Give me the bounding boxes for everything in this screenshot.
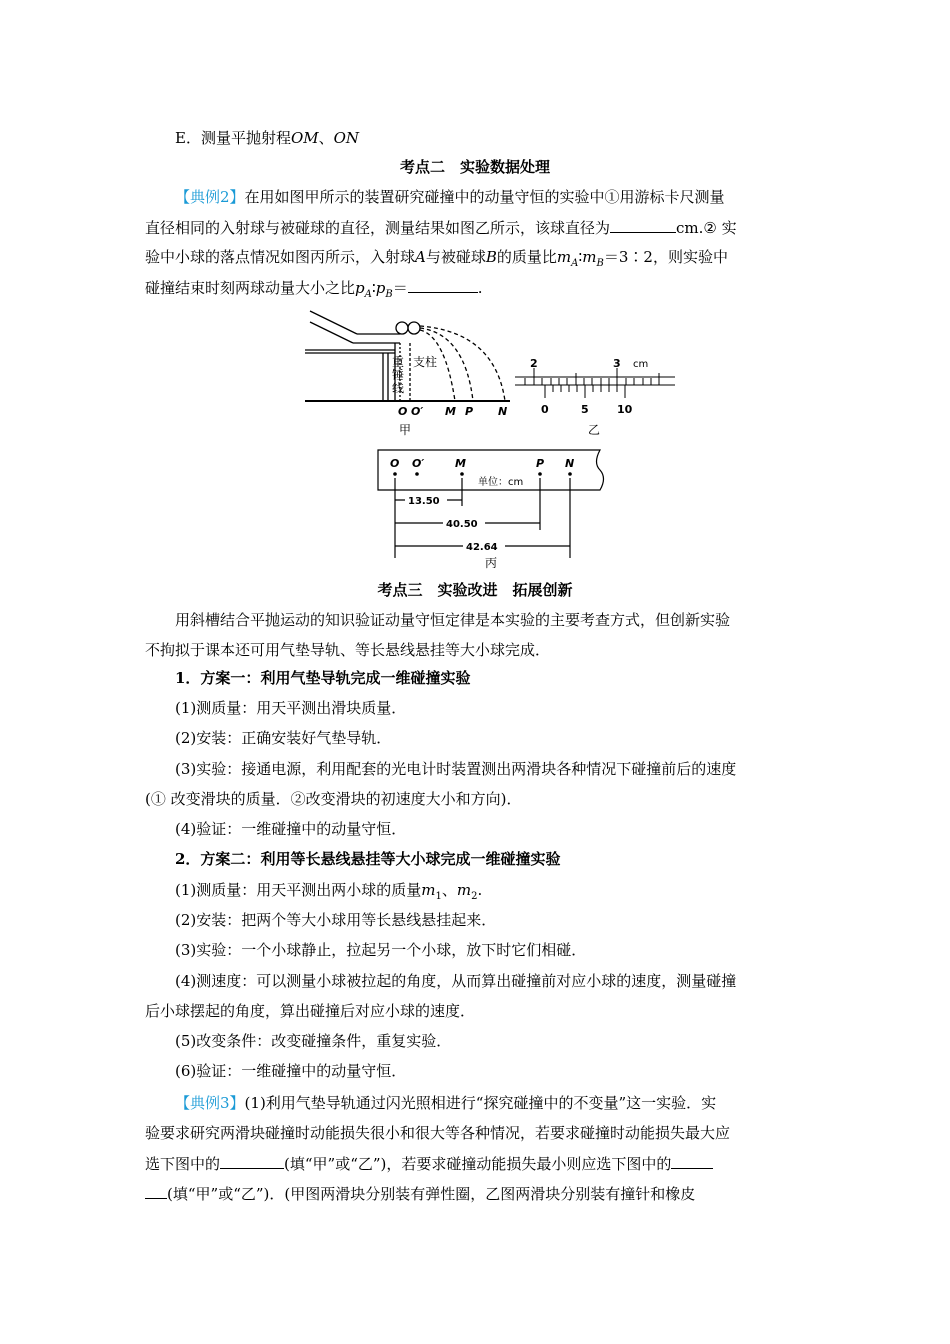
plan1-step2: (2)安装：正确安装好气垫导轨． — [175, 729, 392, 747]
colon: ∶ — [578, 248, 583, 266]
figure-bing — [375, 448, 615, 573]
jia-point-m: M — [445, 405, 456, 418]
jia-point-n: N — [498, 405, 508, 418]
jia-point-p: P — [465, 405, 474, 418]
bing-point-n: N — [565, 457, 575, 470]
example3-line3 — [145, 1153, 713, 1174]
plan2-step3: (3)实验：一个小球静止，拉起另一个小球，放下时它们相碰． — [175, 941, 587, 959]
equals: ＝ — [392, 279, 408, 297]
m1-sub: 1 — [435, 891, 442, 902]
bing-point-p: P — [536, 457, 545, 470]
plan1-title: 1．方案一：利用气垫导轨完成一维碰撞实验 — [175, 669, 471, 687]
example3-line4 — [145, 1183, 695, 1204]
mass-symbol-2: m — [582, 248, 597, 266]
sep: 、 — [318, 129, 334, 147]
section3-title: 考点三 实验改进 拓展创新 — [377, 581, 573, 599]
sub-a: A — [571, 258, 579, 269]
sub-b: B — [596, 258, 604, 269]
on-label: ON — [333, 129, 360, 147]
figure-yi — [510, 350, 680, 438]
option-e — [175, 128, 359, 148]
plan2-step1 — [175, 880, 482, 907]
example2-text3a: 验中小球的落点情况如图丙所示，入射球 — [145, 248, 416, 266]
ball-b-label: B — [485, 248, 497, 266]
zhizhu-label: 支柱 — [413, 355, 438, 369]
example2-line1 — [175, 187, 725, 207]
zhongchuixian-2: 锤 — [392, 368, 405, 382]
plan1-step3b: (① 改变滑块的质量．②改变滑块的初速度大小和方向)． — [145, 790, 522, 808]
example2-line2 — [145, 217, 737, 238]
jia-point-o: O — [398, 405, 408, 418]
bing-caption: 丙 — [485, 556, 498, 570]
example3-tag: 【典例3】 — [175, 1094, 245, 1112]
plan2-step5: (5)改变条件：改变碰撞条件，重复实验． — [175, 1032, 452, 1050]
distance-on: 42.64 — [466, 542, 498, 553]
example3-text1: (1)利用气垫导轨通过闪光照相进行“探究碰撞中的不变量”这一实验．实 — [244, 1094, 717, 1112]
main-scale-2: 2 — [530, 357, 538, 370]
jia-point-o-prime: O′ — [411, 405, 424, 418]
distance-op: 40.50 — [446, 519, 478, 530]
sub-b-2: B — [385, 289, 393, 300]
plan1-step4: (4)验证：一维碰撞中的动量守恒． — [175, 820, 407, 838]
momentum-symbol-2: p — [375, 279, 386, 297]
example3-text3a: 选下图中的 — [145, 1155, 221, 1173]
bing-point-m: M — [455, 457, 466, 470]
plan1-step1: (1)测质量：用天平测出滑块质量． — [175, 699, 407, 717]
jia-caption: 甲 — [399, 423, 412, 437]
main-scale-3: 3 — [613, 357, 621, 370]
unit-label: 单位：cm — [478, 477, 524, 488]
plan2-step1-dot: . — [477, 881, 483, 899]
m1-symbol: m — [421, 881, 436, 899]
plan2-step4a: (4)测速度：可以测量小球被拉起的角度，从而算出碰撞前对应小球的速度，测量碰撞 — [175, 972, 737, 990]
example2-text4a: 碰撞结束时刻两球动量大小之比 — [145, 279, 356, 297]
vernier-10: 10 — [617, 403, 633, 416]
om-label: OM — [290, 129, 319, 147]
sub-a-2: A — [364, 289, 372, 300]
m2-sub: 2 — [471, 891, 478, 902]
vernier-0: 0 — [541, 403, 549, 416]
plan2-step1-text: (1)测质量：用天平测出两小球的质量 — [175, 881, 422, 899]
example2-text3d: ＝3∶2，则实验中 — [603, 248, 728, 266]
zhongchuixian-3: 线 — [392, 381, 405, 395]
answer-blank-min-loss-cont[interactable] — [145, 1183, 167, 1199]
example2-tag: 【典例2】 — [175, 188, 245, 206]
intro-line2: 不拘拟于课本还可用气垫导轨、等长悬线悬挂等大小球完成． — [145, 641, 551, 659]
bing-point-o: O — [390, 457, 400, 470]
plan2-step6: (6)验证：一维碰撞中的动量守恒． — [175, 1062, 407, 1080]
period: . — [477, 279, 483, 297]
main-scale-unit: cm — [633, 359, 649, 370]
ball-a-label: A — [415, 248, 426, 266]
plan2-step4b: 后小球摆起的角度，算出碰撞后对应小球的速度． — [145, 1002, 476, 1020]
figure-jia — [305, 308, 525, 438]
bing-point-o-prime: O′ — [412, 457, 425, 470]
vernier-5: 5 — [581, 403, 589, 416]
example2-line4 — [145, 277, 483, 305]
m-sep: 、 — [441, 881, 457, 899]
momentum-symbol: p — [355, 279, 365, 297]
plan2-step2: (2)安装：把两个等大小球用等长悬线悬挂起来． — [175, 911, 497, 929]
answer-blank-max-loss[interactable] — [220, 1153, 284, 1169]
section2-title: 考点二 实验数据处理 — [399, 158, 550, 176]
answer-blank-min-loss[interactable] — [671, 1153, 713, 1169]
example3-line2: 验要求研究两滑块碰撞时动能损失很小和很大等各种情况，若要求碰撞时动能损失最大应 — [145, 1124, 731, 1142]
option-e-text: E．测量平抛射程 — [175, 129, 291, 147]
m2-symbol: m — [456, 881, 472, 899]
intro-line1: 用斜槽结合平抛运动的知识验证动量守恒定律是本实验的主要考查方式，但创新实验 — [175, 611, 731, 629]
answer-blank-momentum-ratio[interactable] — [408, 277, 478, 293]
example2-text1: 在用如图甲所示的装置研究碰撞中的动量守恒的实验中①用游标卡尺测量 — [244, 188, 725, 206]
yi-caption: 乙 — [588, 423, 601, 437]
example2-text3b: 与被碰球 — [425, 248, 486, 266]
distance-om: 13.50 — [408, 496, 440, 507]
example3-text4: (填“甲”或“乙”)．(甲图两滑块分别装有弹性圈，乙图两滑块分别装有撞针和橡皮 — [167, 1185, 696, 1203]
example2-line3 — [145, 247, 728, 274]
example3-text3b: (填“甲”或“乙”)，若要求碰撞动能损失最小则应选下图中的 — [284, 1155, 672, 1173]
mass-symbol: m — [556, 248, 572, 266]
zhongchuixian-1: 重 — [392, 355, 405, 369]
example2-text2b: cm.② 实 — [676, 219, 737, 237]
plan2-title: 2．方案二：利用等长悬线悬挂等大小球完成一维碰撞实验 — [175, 850, 561, 868]
example3-line1 — [175, 1093, 716, 1113]
example2-text2a: 直径相同的入射球与被碰球的直径，测量结果如图乙所示，该球直径为 — [145, 219, 611, 237]
answer-blank-diameter[interactable] — [610, 217, 676, 233]
example2-text3c: 的质量比 — [496, 248, 557, 266]
plan1-step3a: (3)实验：接通电源，利用配套的光电计时装置测出两滑块各种情况下碰撞前后的速度 — [175, 760, 737, 778]
colon-2: ∶ — [371, 279, 376, 297]
